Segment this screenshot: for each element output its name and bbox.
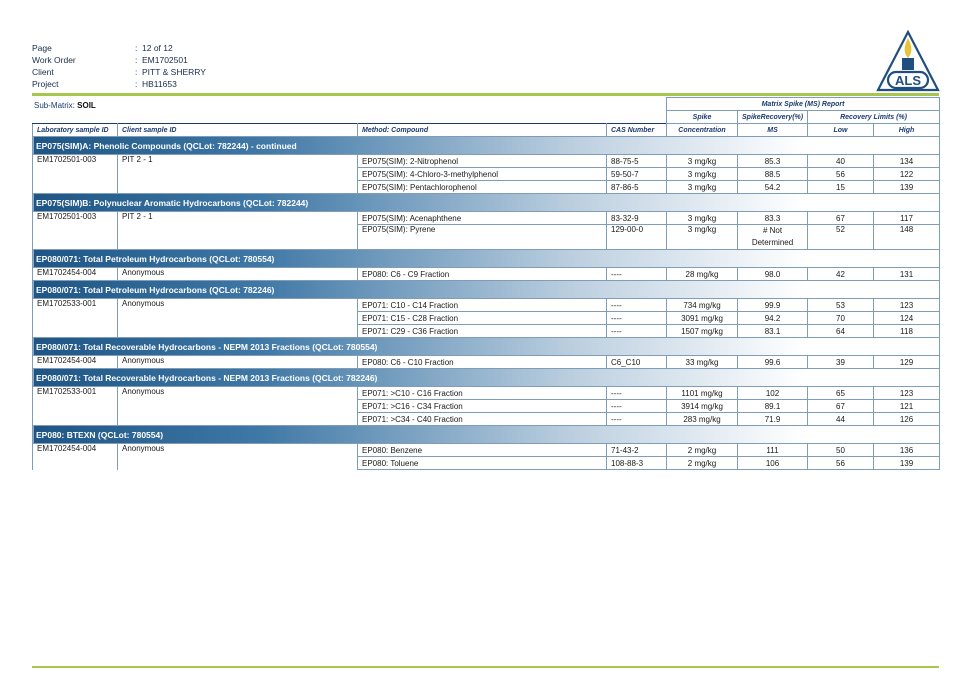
limit-low: 53 <box>808 299 874 312</box>
header-field-work-order <box>32 54 206 66</box>
ms-recovery: 102 <box>738 387 808 400</box>
client-sample-id: Anonymous <box>118 356 358 369</box>
compound: EP080: C6 - C10 Fraction <box>358 356 607 369</box>
limit-low: 40 <box>808 155 874 168</box>
header-rule <box>32 93 939 96</box>
section-title: EP080/071: Total Recoverable Hydrocarbons - NEPM 2013 Fractions (QCLot: 780554) <box>33 338 940 356</box>
lab-sample-id: EM1702533-001 <box>33 387 118 426</box>
concentration: 734 mg/kg <box>667 299 738 312</box>
client-sample-id: Anonymous <box>118 299 358 338</box>
ms-recovery: 85.3 <box>738 155 808 168</box>
client-sample-id: PIT 2 - 1 <box>118 212 358 250</box>
limit-low: 67 <box>808 212 874 225</box>
lab-sample-id: EM1702454-004 <box>33 444 118 470</box>
compound: EP071: >C16 - C34 Fraction <box>358 400 607 413</box>
client-sample-id: PIT 2 - 1 <box>118 155 358 194</box>
limit-high: 126 <box>874 413 940 426</box>
compound: EP075(SIM): Pyrene <box>358 225 607 250</box>
ms-recovery: 88.5 <box>738 168 808 181</box>
compound: EP071: C15 - C28 Fraction <box>358 312 607 325</box>
header-field-project <box>32 78 206 90</box>
report-header <box>32 42 206 90</box>
lab-sample-id: EM1702533-001 <box>33 299 118 338</box>
header-colon: : <box>135 55 138 65</box>
table-row <box>33 299 940 312</box>
cas-number: 129-00-0 <box>607 225 667 250</box>
cas-number: ---- <box>607 299 667 312</box>
compound: EP080: Benzene <box>358 444 607 457</box>
limit-high: 148 <box>874 225 940 250</box>
header-field-client <box>32 66 206 78</box>
cas-number: ---- <box>607 400 667 413</box>
col-compound: Method: Compound <box>358 124 607 137</box>
header-colon: : <box>135 43 138 53</box>
concentration: 33 mg/kg <box>667 356 738 369</box>
concentration: 3 mg/kg <box>667 181 738 194</box>
header-field-page <box>32 42 206 54</box>
limit-low: 50 <box>808 444 874 457</box>
spike-header: Spike <box>667 111 738 124</box>
concentration: 2 mg/kg <box>667 457 738 470</box>
header-value: EM1702501 <box>142 55 188 65</box>
compound: EP075(SIM): Pentachlorophenol <box>358 181 607 194</box>
cas-number: ---- <box>607 413 667 426</box>
blank-cell <box>33 98 667 111</box>
limits-header: Recovery Limits (%) <box>808 111 940 124</box>
compound: EP071: C10 - C14 Fraction <box>358 299 607 312</box>
concentration: 2 mg/kg <box>667 444 738 457</box>
concentration: 3 mg/kg <box>667 225 738 250</box>
limit-low: 56 <box>808 168 874 181</box>
cas-number: 88-75-5 <box>607 155 667 168</box>
limit-high: 139 <box>874 457 940 470</box>
limit-high: 122 <box>874 168 940 181</box>
compound: EP075(SIM): Acenaphthene <box>358 212 607 225</box>
table-row <box>33 212 940 225</box>
ms-recovery: 111 <box>738 444 808 457</box>
limit-high: 124 <box>874 312 940 325</box>
limit-low: 39 <box>808 356 874 369</box>
client-sample-id: Anonymous <box>118 387 358 426</box>
limit-high: 134 <box>874 155 940 168</box>
cas-number: 83-32-9 <box>607 212 667 225</box>
concentration: 1101 mg/kg <box>667 387 738 400</box>
limit-low: 65 <box>808 387 874 400</box>
header-value: PITT & SHERRY <box>142 67 206 77</box>
table-row <box>33 268 940 281</box>
compound: EP080: Toluene <box>358 457 607 470</box>
header-label: Project <box>32 79 59 89</box>
limit-low: 15 <box>808 181 874 194</box>
cas-number: ---- <box>607 387 667 400</box>
header-value: HB11653 <box>142 79 177 89</box>
ms-recovery: 83.3 <box>738 212 808 225</box>
lab-sample-id: EM1702501-003 <box>33 212 118 250</box>
col-cas: CAS Number <box>607 124 667 137</box>
cas-number: 87-86-5 <box>607 181 667 194</box>
recovery-header: SpikeRecovery(%) <box>738 111 808 124</box>
concentration: 3914 mg/kg <box>667 400 738 413</box>
col-concentration: Concentration <box>667 124 738 137</box>
limit-high: 118 <box>874 325 940 338</box>
cas-number: C6_C10 <box>607 356 667 369</box>
limit-high: 129 <box>874 356 940 369</box>
compound: EP075(SIM): 4-Chloro-3-methylphenol <box>358 168 607 181</box>
lab-sample-id: EM1702454-004 <box>33 268 118 281</box>
table-row <box>33 444 940 457</box>
limit-low: 42 <box>808 268 874 281</box>
header-label: Work Order <box>32 55 76 65</box>
limit-high: 136 <box>874 444 940 457</box>
section-title: EP080/071: Total Petroleum Hydrocarbons (QCLot: 780554) <box>33 250 940 268</box>
limit-low: 52 <box>808 225 874 250</box>
lab-sample-id: EM1702454-004 <box>33 356 118 369</box>
ms-recovery: 94.2 <box>738 312 808 325</box>
sub-matrix-value: SOIL <box>77 101 96 110</box>
header-value: 12 of 12 <box>142 43 173 53</box>
ms-recovery: 99.6 <box>738 356 808 369</box>
concentration: 3091 mg/kg <box>667 312 738 325</box>
ms-recovery: 54.2 <box>738 181 808 194</box>
ms-recovery: 106 <box>738 457 808 470</box>
limit-low: 44 <box>808 413 874 426</box>
limit-high: 117 <box>874 212 940 225</box>
cas-number: 71-43-2 <box>607 444 667 457</box>
compound: EP071: C29 - C36 Fraction <box>358 325 607 338</box>
col-client-id: Client sample ID <box>118 124 358 137</box>
header-label: Page <box>32 43 52 53</box>
logo-text: ALS <box>895 73 921 88</box>
section-title: EP080: BTEXN (QCLot: 780554) <box>33 426 940 444</box>
col-high: High <box>874 124 940 137</box>
section-title: EP075(SIM)B: Polynuclear Aromatic Hydrocarbons (QCLot: 782244) <box>33 194 940 212</box>
limit-low: 70 <box>808 312 874 325</box>
col-low: Low <box>808 124 874 137</box>
compound: EP080: C6 - C9 Fraction <box>358 268 607 281</box>
section-title: EP080/071: Total Petroleum Hydrocarbons (QCLot: 782246) <box>33 281 940 299</box>
als-logo-icon <box>876 30 940 92</box>
concentration: 28 mg/kg <box>667 268 738 281</box>
ms-recovery: 89.1 <box>738 400 808 413</box>
group-title: Matrix Spike (MS) Report <box>667 98 940 111</box>
col-ms: MS <box>738 124 808 137</box>
concentration: 3 mg/kg <box>667 155 738 168</box>
col-lab-id: Laboratory sample ID <box>33 124 118 137</box>
ms-recovery: 98.0 <box>738 268 808 281</box>
matrix-spike-table <box>32 97 940 470</box>
cas-number: 59-50-7 <box>607 168 667 181</box>
limit-high: 123 <box>874 387 940 400</box>
header-colon: : <box>135 67 138 77</box>
compound: EP075(SIM): 2-Nitrophenol <box>358 155 607 168</box>
cas-number: 108-88-3 <box>607 457 667 470</box>
ms-recovery: 83.1 <box>738 325 808 338</box>
header-colon: : <box>135 79 138 89</box>
sub-matrix-label: Sub-Matrix: <box>34 101 75 110</box>
table-row <box>33 356 940 369</box>
lab-sample-id: EM1702501-003 <box>33 155 118 194</box>
limit-low: 56 <box>808 457 874 470</box>
compound: EP071: >C10 - C16 Fraction <box>358 387 607 400</box>
concentration: 283 mg/kg <box>667 413 738 426</box>
concentration: 1507 mg/kg <box>667 325 738 338</box>
section-title: EP080/071: Total Recoverable Hydrocarbons - NEPM 2013 Fractions (QCLot: 782246) <box>33 369 940 387</box>
ms-recovery: # Not Determined <box>738 225 808 250</box>
ms-recovery: 99.9 <box>738 299 808 312</box>
limit-high: 121 <box>874 400 940 413</box>
ms-recovery: 71.9 <box>738 413 808 426</box>
table-row <box>33 387 940 400</box>
client-sample-id: Anonymous <box>118 268 358 281</box>
limit-high: 139 <box>874 181 940 194</box>
concentration: 3 mg/kg <box>667 212 738 225</box>
table-row <box>33 155 940 168</box>
concentration: 3 mg/kg <box>667 168 738 181</box>
section-title: EP075(SIM)A: Phenolic Compounds (QCLot: 782244) - continued <box>33 137 940 155</box>
header-label: Client <box>32 67 54 77</box>
limit-low: 67 <box>808 400 874 413</box>
cas-number: ---- <box>607 325 667 338</box>
limit-high: 123 <box>874 299 940 312</box>
cas-number: ---- <box>607 268 667 281</box>
cas-number: ---- <box>607 312 667 325</box>
client-sample-id: Anonymous <box>118 444 358 470</box>
blank-cell <box>33 111 667 124</box>
compound: EP071: >C34 - C40 Fraction <box>358 413 607 426</box>
limit-high: 131 <box>874 268 940 281</box>
footer-rule <box>32 666 939 668</box>
limit-low: 64 <box>808 325 874 338</box>
